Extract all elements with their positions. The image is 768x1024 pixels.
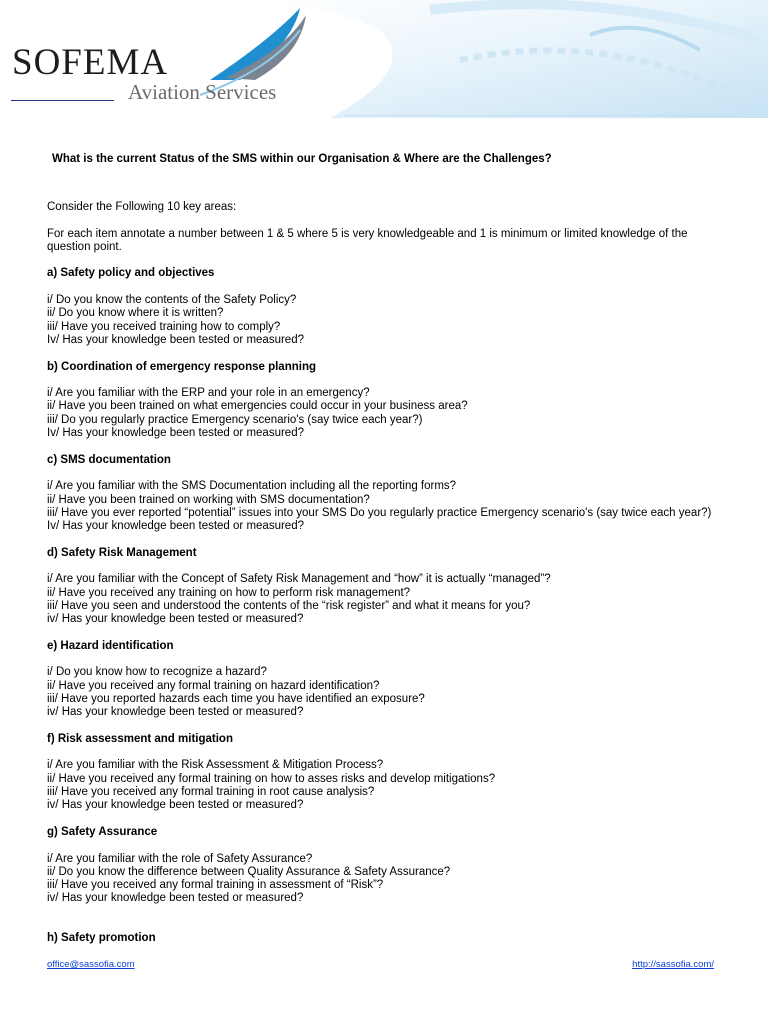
question-item: Iv/ Has your knowledge been tested or measured? <box>47 520 304 533</box>
question-item: i/ Are you familiar with the role of Safety Assurance? <box>47 852 313 865</box>
page-footer <box>47 959 714 970</box>
question-item: iii/ Have you seen and understood the contents of the “risk register” and what it means for you? <box>47 599 531 612</box>
question-item: ii/ Have you received any training on how to perform risk management? <box>47 586 411 599</box>
document-body <box>47 201 727 946</box>
section-heading: c) SMS documentation <box>47 453 171 466</box>
question-sections <box>47 267 727 905</box>
instructions-text: For each item annotate a number between 1 & 5 where 5 is very knowledgeable and 1 is minimum or limited knowledge of the question point. <box>47 227 688 253</box>
question-item: i/ Are you familiar with the ERP and your role in an emergency? <box>47 387 370 400</box>
question-item: ii/ Have you received any formal training on hazard identification? <box>47 679 380 692</box>
question-item: iv/ Has your knowledge been tested or measured? <box>47 613 304 626</box>
question-item: iii/ Have you received training how to comply? <box>47 320 281 333</box>
question-item: iv/ Has your knowledge been tested or measured? <box>47 799 304 812</box>
document-title: What is the current Status of the SMS within our Organisation & Where are the Challenges? <box>52 153 552 165</box>
question-item: i/ Do you know the contents of the Safety Policy? <box>47 294 297 307</box>
section-heading: f) Risk assessment and mitigation <box>47 732 233 745</box>
question-item: Iv/ Has your knowledge been tested or measured? <box>47 427 304 440</box>
header-divider-right <box>344 115 740 116</box>
question-item: iii/ Have you reported hazards each time you have identified an exposure? <box>47 692 425 705</box>
brand-tagline: Aviation Services <box>128 80 277 104</box>
letterhead <box>0 0 768 120</box>
question-item: iv/ Has your knowledge been tested or measured? <box>47 892 304 905</box>
question-item: ii/ Have you received any formal training on how to asses risks and develop mitigations? <box>47 772 496 785</box>
question-item: iii/ Do you regularly practice Emergency scenario's (say twice each year?) <box>47 413 423 426</box>
intro-text: Consider the Following 10 key areas: <box>47 201 237 213</box>
question-item: ii/ Have you been trained on what emergencies could occur in your business area? <box>47 400 468 413</box>
header-divider-left <box>11 100 114 101</box>
question-item: i/ Are you familiar with the Concept of Safety Risk Management and “how” it is actually “managed”? <box>47 573 551 586</box>
website-link[interactable]: http://sassofia.com/ <box>632 959 714 970</box>
question-item: ii/ Have you been trained on working with SMS documentation? <box>47 493 370 506</box>
section-heading: d) Safety Risk Management <box>47 546 197 559</box>
question-item: iii/ Have you received any formal training in root cause analysis? <box>47 786 375 799</box>
section-heading: e) Hazard identification <box>47 639 174 652</box>
section-heading: b) Coordination of emergency response planning <box>47 360 316 373</box>
question-item: Iv/ Has your knowledge been tested or measured? <box>47 333 304 346</box>
question-item: iii/ Have you received any formal training in assessment of “Risk”? <box>47 879 384 892</box>
question-item: ii/ Do you know where it is written? <box>47 307 224 320</box>
question-item: i/ Do you know how to recognize a hazard? <box>47 666 267 679</box>
email-link[interactable]: office@sassofia.com <box>47 959 135 970</box>
question-item: i/ Are you familiar with the SMS Documentation including all the reporting forms? <box>47 480 457 493</box>
question-item: iii/ Have you ever reported “potential” issues into your SMS Do you regularly practice Emergency scenario's (say twice each year?) <box>47 506 712 519</box>
question-item: i/ Are you familiar with the Risk Assessment & Mitigation Process? <box>47 759 384 772</box>
section-heading: g) Safety Assurance <box>47 825 158 838</box>
question-item: ii/ Do you know the difference between Quality Assurance & Safety Assurance? <box>47 865 451 878</box>
brand-logo-text: SOFEMA <box>12 42 169 83</box>
section-heading: h) Safety promotion <box>47 932 156 945</box>
section-heading: a) Safety policy and objectives <box>47 267 215 280</box>
question-item: iv/ Has your knowledge been tested or measured? <box>47 706 304 719</box>
